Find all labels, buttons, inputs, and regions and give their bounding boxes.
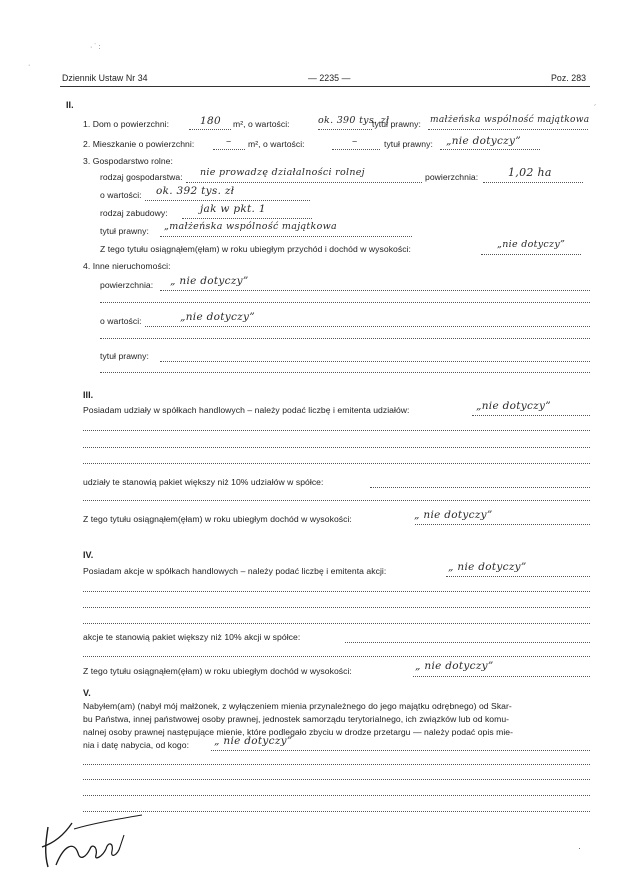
house-label: 1. Dom o powierzchni: [83, 119, 170, 129]
farm-area: 1,02 ha [508, 166, 552, 179]
farm-area-line [483, 182, 583, 183]
acquired-text-line-1: Nabyłem(am) (nabył mój małżonek, z wyłączeniem mienia przynależnego do jego majątku odrębnego) od Skar- [83, 701, 512, 711]
shares-answer: „nie dotyczy” [476, 400, 551, 412]
apartment-value-line [332, 149, 380, 150]
other-value: „nie dotyczy” [180, 311, 255, 323]
position-number: Poz. 283 [551, 73, 587, 83]
shares-line-4 [83, 463, 590, 464]
house-title-label: tytuł prawny: [372, 119, 421, 129]
page-number: — 2235 — [308, 73, 351, 83]
farm-value: ok. 392 tys. zł [156, 185, 235, 197]
shares-packet-line-2 [83, 500, 590, 501]
publication-title: Dziennik Ustaw Nr 34 [62, 73, 148, 83]
house-area: 180 [200, 115, 221, 127]
farm-title-line [160, 236, 412, 237]
farm-type: nie prowadzę działalności rolnej [200, 167, 365, 178]
farm-income-label: Z tego tytułu osiągnąłem(ęłam) w roku ubiegłym przychód i dochód w wysokości: [100, 244, 411, 254]
stocks-income-line [413, 676, 590, 677]
acquired-text-line-2: bu Państwa, innej państwowej osoby prawnej, jednostek samorządu terytorialnego, ich związków lub od komu- [83, 714, 510, 724]
apartment-title-label: tytuł prawny: [384, 139, 433, 149]
apartment-area-line [213, 149, 245, 150]
section-4-numeral: IV. [83, 550, 94, 560]
stocks-packet-label: akcje te stanowią pakiet większy niż 10% akcji w spółce: [83, 632, 301, 642]
farm-income-line [481, 254, 581, 255]
stocks-line-3 [83, 607, 590, 608]
stocks-packet-line-2 [83, 656, 590, 657]
house-title: małżeńska wspólność majątkowa [430, 115, 590, 125]
other-value-line [145, 326, 590, 327]
farm-buildings-line [182, 218, 312, 219]
shares-line [472, 415, 590, 416]
scan-mark: · ˙ : [90, 44, 101, 51]
scan-mark: ´ [594, 105, 597, 112]
other-label: 4. Inne nieruchomości: [83, 261, 171, 271]
acquired-line-2 [83, 764, 590, 765]
shares-line-3 [83, 447, 590, 448]
shares-label: Posiadam udziały w spółkach handlowych – należy podać liczbę i emitenta udziałów: [83, 405, 410, 415]
farm-type-label: rodzaj gospodarstwa: [100, 172, 183, 182]
acquired-line-5 [83, 811, 590, 812]
stocks-label: Posiadam akcje w spółkach handlowych – należy podać liczbę i emitenta akcji: [83, 566, 387, 576]
stocks-line-2 [83, 591, 590, 592]
other-area: „ nie dotyczy” [170, 275, 249, 287]
acquired-answer-line [211, 750, 590, 751]
house-value-line [318, 129, 372, 130]
apartment-label: 2. Mieszkanie o powierzchni: [83, 139, 195, 149]
header-rule [60, 86, 590, 87]
other-title-line-2 [100, 372, 590, 373]
acquired-line-4 [83, 795, 590, 796]
shares-income-label: Z tego tytułu osiągnąłem(ęłam) w roku ubiegłym dochód w wysokości: [83, 514, 352, 524]
other-area-line-2 [100, 302, 590, 303]
other-area-line [160, 290, 590, 291]
shares-income: „ nie dotyczy” [414, 509, 493, 521]
shares-line-2 [83, 430, 590, 431]
shares-income-line [415, 524, 590, 525]
farm-buildings: jak w pkt. 1 [200, 203, 266, 215]
acquired-answer: „ nie dotyczy” [214, 735, 293, 747]
section-5-numeral: V. [83, 688, 91, 698]
other-value-line-2 [100, 338, 590, 339]
section-2-numeral: II. [66, 100, 74, 110]
apartment-area: – [226, 135, 232, 147]
other-value-label: o wartości: [100, 316, 142, 326]
farm-value-label: o wartości: [100, 190, 142, 200]
signature-graphic [34, 805, 154, 875]
house-title-line [428, 129, 588, 130]
acquired-text-line-4: nia i datę nabycia, od kogo: [83, 740, 190, 750]
stocks-answer: „ nie dotyczy” [448, 561, 527, 573]
scan-mark: · [578, 843, 581, 853]
other-title-line [160, 361, 590, 362]
scan-mark: · [28, 62, 31, 69]
farm-title-label: tytuł prawny: [100, 226, 149, 236]
house-value: ok. 390 tys. zł [318, 115, 390, 126]
section-3-numeral: III. [83, 390, 94, 400]
stocks-income: „ nie dotyczy” [415, 660, 494, 672]
farm-label: 3. Gospodarstwo rolne: [83, 156, 173, 166]
acquired-line-3 [83, 779, 590, 780]
acquired-text-line-3: nalnej osoby prawnej następujące mienie, które podlegało zbyciu w drodze przetargu — należy podać opis mie- [83, 727, 514, 737]
stocks-packet-line [345, 642, 590, 643]
farm-value-line [145, 200, 310, 201]
house-area-line [189, 129, 231, 130]
stocks-line [446, 576, 590, 577]
farm-type-line [186, 182, 422, 183]
apartment-title-line [440, 149, 540, 150]
house-unit: m², o wartości: [233, 119, 290, 129]
shares-packet-line [370, 487, 590, 488]
farm-title: „małżeńska wspólność majątkowa [164, 221, 338, 232]
shares-packet-label: udziały te stanowią pakiet większy niż 10% udziałów w spółce: [83, 477, 324, 487]
stocks-line-4 [83, 623, 590, 624]
apartment-title: „nie dotyczy” [446, 135, 521, 147]
other-area-label: powierzchnia: [100, 280, 154, 290]
farm-income: „nie dotyczy” [497, 239, 566, 250]
stocks-income-label: Z tego tytułu osiągnąłem(ęłam) w roku ubiegłym dochód w wysokości: [83, 666, 352, 676]
other-title-label: tytuł prawny: [100, 351, 149, 361]
apartment-value: – [352, 135, 358, 147]
farm-area-label: powierzchnia: [425, 172, 479, 182]
apartment-unit: m², o wartości: [248, 139, 305, 149]
farm-buildings-label: rodzaj zabudowy: [100, 208, 168, 218]
